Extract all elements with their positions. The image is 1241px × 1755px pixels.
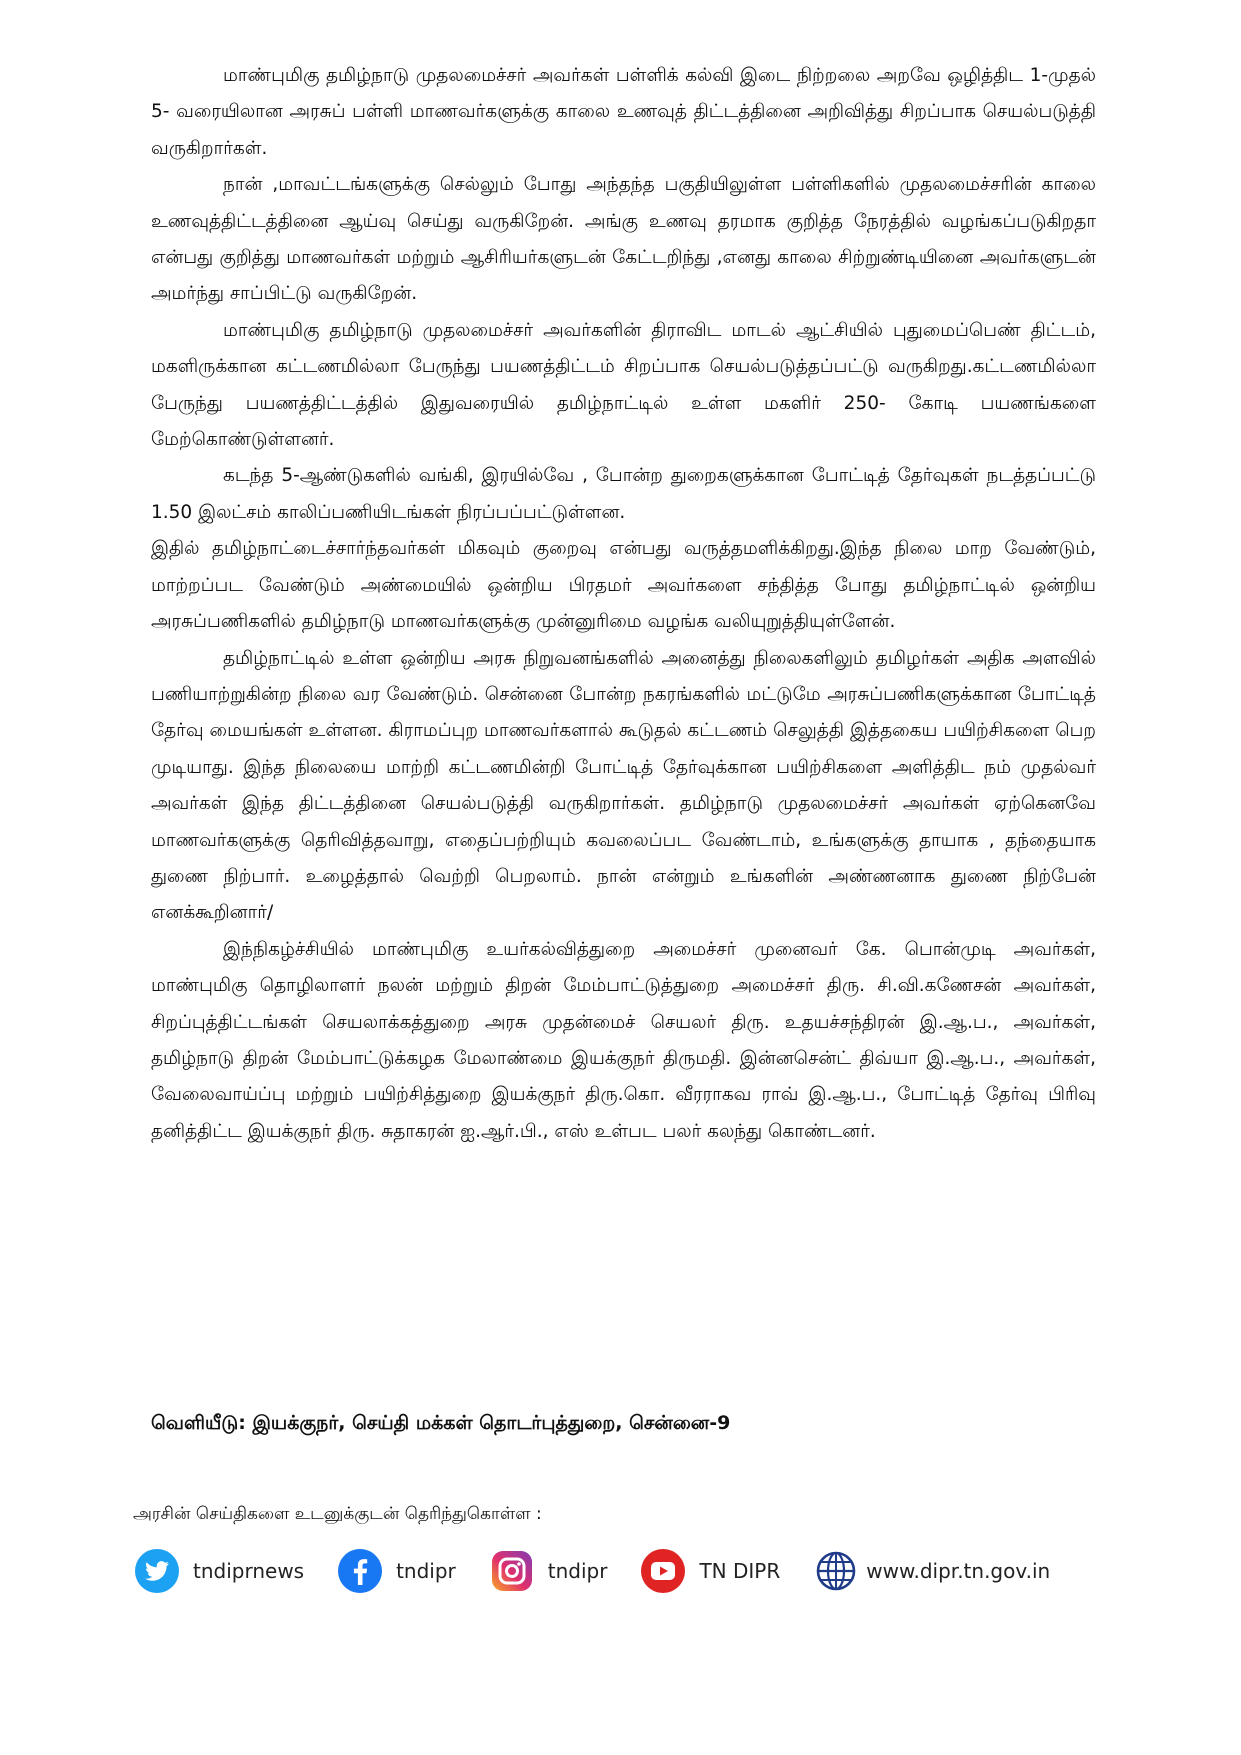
social-label-youtube: TN DIPR xyxy=(699,1559,781,1583)
social-label-twitter: tndiprnews xyxy=(193,1559,305,1583)
paragraph-district-inspection: நான் ,மாவட்டங்களுக்கு செல்லும் போது அந்தந்த பகுதியிலுள்ள பள்ளிகளில் முதலமைச்சரின் காலை உணவுத்திட்டத்தினை ஆய்வு செய்து வருகிறேன். அங்கு உணவு தரமாக குறித்த நேரத்தில் வழங்கப்படுகிறதா என்பது குறித்து மாணவர்கள் மற்றும் ஆசிரியர்களுடன் கேட்டறிந்து ,எனது காலை சிற்றுண்டியினை அவர்களுடன் அமர்ந்து சாப்பிட்டு வருகிறேன். xyxy=(151,174,1096,305)
paragraph-union-jobs: இதில் தமிழ்நாட்டைச்சார்ந்தவர்கள் மிகவும் குறைவு என்பது வருத்தமளிக்கிறது.இந்த நிலை மாற வேண்டும், மாற்றப்பட வேண்டும் அண்மையில் ஒன்றிய பிரதமர் அவர்களை சந்தித்த போது தமிழ்நாட்டில் ஒன்றிய அரசுப்பணிகளில் தமிழ்நாடு மாணவர்களுக்கு முன்னுரிமை வழங்க வலியுறுத்தியுள்ளேன். xyxy=(151,538,1096,633)
youtube-icon xyxy=(639,1547,687,1595)
release-line: வெளியீடு: இயக்குநர், செய்தி மக்கள் தொடர்புத்துறை, சென்னை-9 xyxy=(151,1412,731,1434)
paragraph-free-coaching: தமிழ்நாட்டில் உள்ள ஒன்றிய அரசு நிறுவனங்களில் அனைத்து நிலைகளிலும் தமிழர்கள் அதிக அளவில் பணியாற்றுகின்ற நிலை வர வேண்டும். சென்னை போன்ற நகரங்களில் மட்டுமே அரசுப்பணிகளுக்கான போட்டித் தேர்வு மையங்கள் உள்ளன. கிராமப்புற மாணவர்களால் கூடுதல் கட்டணம் செலுத்தி இத்தகைய பயிற்சிகளை பெற முடியாது. இந்த நிலையை மாற்றி கட்டணமின்றி போட்டித் தேர்வுக்கான பயிற்சிகளை அளித்திட நம் முதல்வர் அவர்கள் இந்த திட்டத்தினை செயல்படுத்தி வருகிறார்கள். தமிழ்நாடு முதலமைச்சர் அவர்கள் ஏற்கெனவே மாணவர்களுக்கு தெரிவித்தவாறு, எதைப்பற்றியும் கவலைப்பட வேண்டாம், உங்களுக்கு தாயாக , தந்தையாக துணை நிற்பார். உழைத்தால் வெற்றி பெறலாம். நான் என்றும் உங்களின் அண்ணனாக துணை நிற்பேன் எனக்கூறினார்/ xyxy=(151,647,1096,924)
document-body xyxy=(151,58,1096,1150)
paragraph-dravidian-model: மாண்புமிகு தமிழ்நாடு முதலமைச்சர் அவர்களின் திராவிட மாடல் ஆட்சியில் புதுமைப்பெண் திட்டம், மகளிருக்கான கட்டணமில்லா பேருந்து பயணத்திட்டம் சிறப்பாக செயல்படுத்தப்பட்டு வருகிறது.கட்டணமில்லா பேருந்து பயணத்திட்டத்தில் இதுவரையில் தமிழ்நாட்டில் உள்ள மகளிர் 250- கோடி பயணங்களை மேற்கொண்டுள்ளனர். xyxy=(151,319,1096,451)
social-website[interactable] xyxy=(812,1547,1050,1595)
social-twitter[interactable] xyxy=(133,1547,304,1595)
instagram-icon xyxy=(488,1547,536,1595)
paragraph-attendees: இந்நிகழ்ச்சியில் மாண்புமிகு உயர்கல்வித்துறை அமைச்சர் முனைவர் கே. பொன்முடி அவர்கள், மாண்புமிகு தொழிலாளர் நலன் மற்றும் திறன் மேம்பாட்டுத்துறை அமைச்சர் திரு. சி.வி.கணேசன் அவர்கள், சிறப்புத்திட்டங்கள் செயலாக்கத்துறை அரசு முதன்மைச் செயலர் திரு. உதயச்சந்திரன் இ.ஆ.ப., அவர்கள், தமிழ்நாடு திறன் மேம்பாட்டுக்கழக மேலாண்மை இயக்குநர் திருமதி. இன்னசென்ட் திவ்யா இ.ஆ.ப., அவர்கள், வேலைவாய்ப்பு மற்றும் பயிற்சித்துறை இயக்குநர் திரு.கொ. வீரராகவ ராவ் இ.ஆ.ப., போட்டித் தேர்வு பிரிவு தனித்திட்ட இயக்குநர் திரு. சுதாகரன் ஐ.ஆர்.பி., எஸ் உள்பட பலர் கலந்து கொண்டனர். xyxy=(151,938,1096,1142)
social-label-instagram: tndipr xyxy=(547,1559,608,1583)
globe-icon xyxy=(812,1547,860,1595)
social-facebook[interactable] xyxy=(336,1547,456,1595)
social-instagram[interactable] xyxy=(488,1547,608,1595)
social-youtube[interactable] xyxy=(639,1547,780,1595)
social-label-website: www.dipr.tn.gov.in xyxy=(866,1559,1051,1583)
paragraph-breakfast-scheme: மாண்புமிகு தமிழ்நாடு முதலமைச்சர் அவர்கள் பள்ளிக் கல்வி இடை நிற்றலை அறவே ஒழித்திட 1-முதல் 5- வரையிலான அரசுப் பள்ளி மாணவர்களுக்கு காலை உணவுத் திட்டத்தினை அறிவித்து சிறப்பாக செயல்படுத்தி வருகிறார்கள். xyxy=(151,65,1096,159)
social-label-facebook: tndipr xyxy=(396,1559,456,1583)
twitter-icon xyxy=(133,1547,181,1595)
facebook-icon xyxy=(336,1547,384,1595)
social-links xyxy=(133,1545,1082,1597)
follow-caption: அரசின் செய்திகளை உடனுக்குடன் தெரிந்துகொள்ள : xyxy=(133,1504,542,1524)
paragraph-competitive-exams: கடந்த 5-ஆண்டுகளில் வங்கி, இரயில்வே , போன்ற துறைகளுக்கான போட்டித் தேர்வுகள் நடத்தப்பட்டு 1.50 இலட்சம் காலிப்பணியிடங்கள் நிரப்பப்பட்டுள்ளன. xyxy=(151,465,1096,523)
